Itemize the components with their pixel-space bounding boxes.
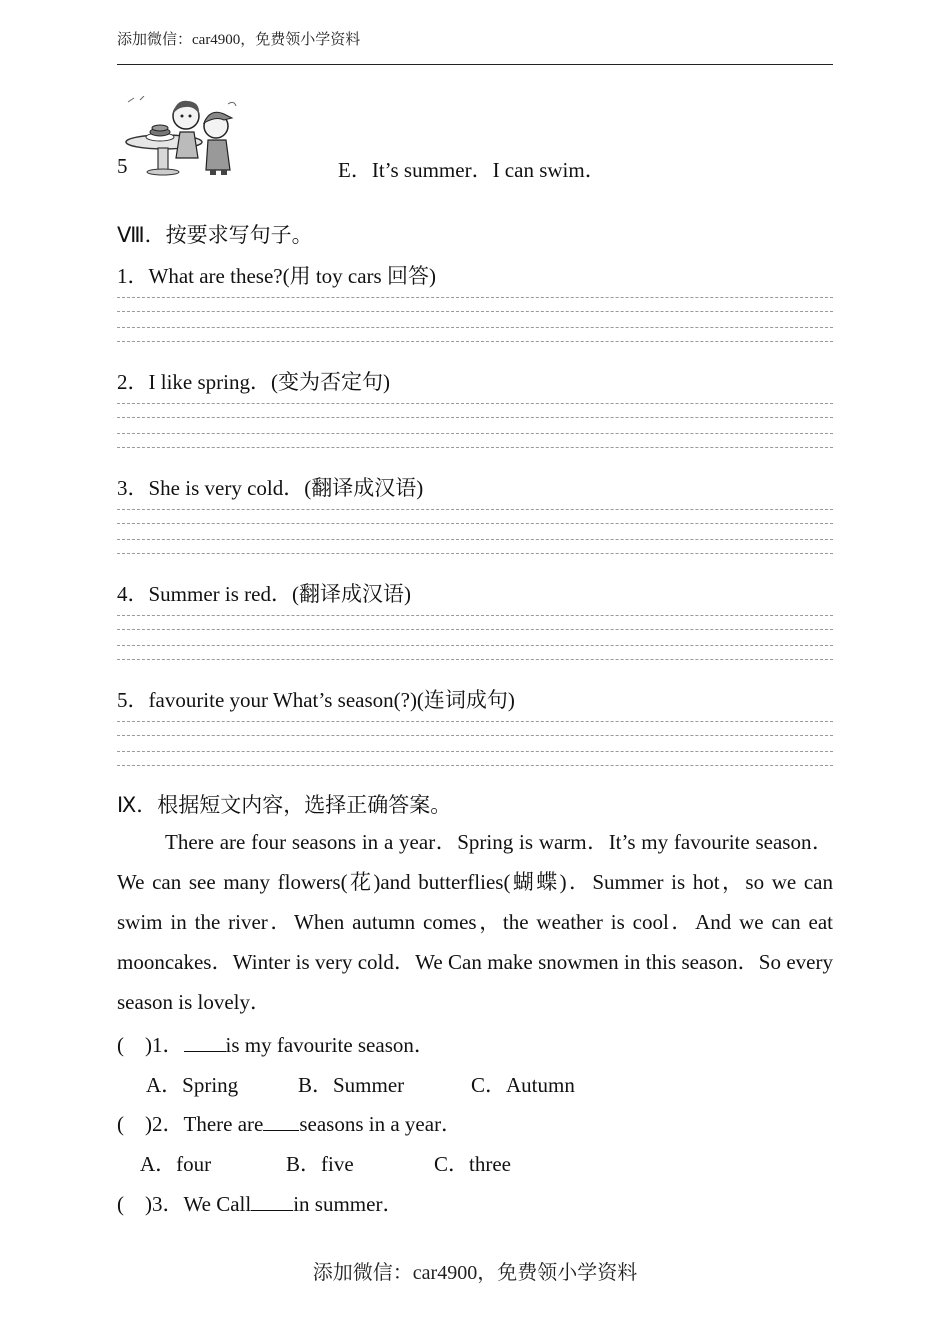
fill-blank[interactable] [184,1033,226,1052]
reading-passage [117,822,833,1022]
answer-paren[interactable]: ( )3． [117,1192,184,1216]
fill-blank[interactable] [263,1112,299,1131]
kids-eating-mooncakes-illustration [124,96,259,176]
answer-paren[interactable]: ( )2． [117,1112,184,1136]
question-8-1: 1．What are these?(用 toy cars 回答) [117,264,436,288]
fill-blank[interactable] [251,1192,293,1211]
question-9-2: ( )2．There are seasons in a year． [117,1112,463,1136]
header-divider [117,64,833,65]
page-header: 添加微信：car4900，免费领小学资料 [117,32,361,48]
option-9-2-c: C．three [434,1152,511,1176]
answer-lines-8-5[interactable] [117,721,833,767]
matching-option-e: E．It’s summer．I can swim． [338,158,606,182]
option-9-1-b: B．Summer [298,1073,405,1097]
option-9-2-a: A．four [140,1152,212,1176]
option-9-1-c: C．Autumn [471,1073,575,1097]
passage-text: There are four seasons in a year．Spring is warm．It’s my favourite season．We can see many flowers(花)and butterflies(蝴蝶)．Summer is hot，so we can swim in the river．When autumn comes，the weather is cool．And we can eat mooncakes．Winter is very cold．We Can make snowmen in this season．So every season is lovely． [117,830,833,1014]
question-9-1: ( )1． is my favourite season． [117,1033,435,1057]
question-8-4: 4．Summer is red．(翻译成汉语) [117,582,411,606]
answer-lines-8-4[interactable] [117,615,833,661]
section-8-title: Ⅷ．按要求写句子。 [117,223,313,247]
question-9-3: ( )3．We Call in summer． [117,1192,404,1216]
answer-lines-8-3[interactable] [117,509,833,555]
option-9-2-b: B．five [286,1152,354,1176]
answer-lines-8-2[interactable] [117,403,833,449]
question-8-3: 3．She is very cold．(翻译成汉语) [117,476,424,500]
matching-item-number: 5 [117,154,128,178]
question-8-5: 5．favourite your What’s season(?)(连词成句) [117,688,515,712]
option-9-1-a: A．Spring [146,1073,239,1097]
answer-lines-8-1[interactable] [117,297,833,343]
page-footer: 添加微信：car4900，免费领小学资料 [312,1262,638,1284]
section-9-title: Ⅸ．根据短文内容，选择正确答案。 [117,793,452,817]
answer-paren[interactable]: ( )1． [117,1033,184,1057]
question-8-2: 2．I like spring．(变为否定句) [117,370,390,394]
